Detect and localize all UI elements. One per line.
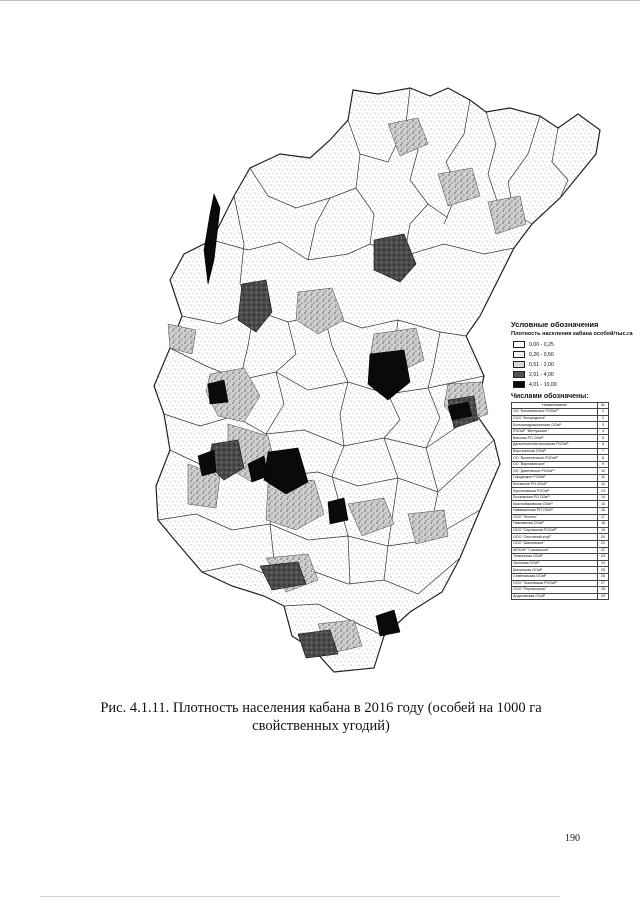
table-cell: 4 <box>598 428 609 435</box>
legend-range-label: 0,26 - 0,50 <box>529 351 554 358</box>
table-row <box>512 422 609 429</box>
table-cell: Большемурашкинская ООиР <box>512 422 598 429</box>
table-row <box>512 448 609 455</box>
table-row <box>512 415 609 422</box>
table-cell: 18 <box>598 521 609 528</box>
table-cell: Шахунская ООиР <box>512 567 598 574</box>
table-cell: ОО "Балахнинское РООиР" <box>512 409 598 416</box>
table-cell: ООО "Охотничий клуб" <box>512 534 598 541</box>
legend-swatch <box>513 361 525 368</box>
table-cell: Лукояновская РООиР <box>512 488 598 495</box>
table-row <box>512 455 609 462</box>
table-row <box>512 494 609 501</box>
table-row <box>512 501 609 508</box>
page-number: 190 <box>565 833 580 844</box>
table-cell: 11 <box>598 475 609 482</box>
numbers-table <box>511 402 609 601</box>
table-row <box>512 475 609 482</box>
table-cell: 7 <box>598 448 609 455</box>
table-row <box>512 547 609 554</box>
table-cell: Тонкинская ООиР <box>512 554 598 561</box>
table-cell: 14 <box>598 494 609 501</box>
legend-range-label: 0,00 - 0,25 <box>529 341 554 348</box>
table-cell: 25 <box>598 567 609 574</box>
legend-subtitle: Плотность населения кабана особей/тыс.га <box>511 331 633 337</box>
legend-range-row <box>513 340 613 350</box>
legend-range-row <box>513 370 613 380</box>
legend-range-row <box>513 350 613 360</box>
table-cell: РООиР "Ветлужское" <box>512 428 598 435</box>
table-cell: 13 <box>598 488 609 495</box>
legend-range-label: 4,01 - 10,00 <box>529 381 557 388</box>
table-header-cell: Наименование <box>512 402 598 409</box>
table-cell: ООО "Богородское" <box>512 415 598 422</box>
table-cell: ОО "Варнавинское" <box>512 461 598 468</box>
table-cell: Краснобаковская ООиР <box>512 501 598 508</box>
table-header-row <box>512 402 609 409</box>
table-cell: Кстовское РО ООиР <box>512 481 598 488</box>
legend-swatch <box>513 351 525 358</box>
legend-range-label: 0,51 - 2,00 <box>529 361 554 368</box>
table-cell: 15 <box>598 501 609 508</box>
table-cell: Дальнеконстантиновская РООиР <box>512 442 598 449</box>
table-row <box>512 573 609 580</box>
table-row <box>512 560 609 567</box>
table-cell: 28 <box>598 587 609 594</box>
table-cell: 23 <box>598 554 609 561</box>
table-cell: ООО "Перевозская" <box>512 587 598 594</box>
table-cell: 24 <box>598 560 609 567</box>
table-row <box>512 521 609 528</box>
table-cell: Павловская ООиР <box>512 521 598 528</box>
table-cell: ОО "Вознесенское РООиР" <box>512 455 598 462</box>
table-row <box>512 593 609 600</box>
table-cell: Уренская ООиР <box>512 560 598 567</box>
figure-caption-line: свойственных угодий) <box>252 717 390 734</box>
legend-range-row <box>513 360 613 370</box>
table-cell: ООО "Шатковское" <box>512 540 598 547</box>
legend-range-label: 2,01 - 4,00 <box>529 371 554 378</box>
table-cell: Ардатовская ООиР <box>512 593 598 600</box>
figure-caption-line: Рис. 4.1.11. Плотность населения кабана в 2016 году (особей на 1000 га <box>100 700 542 716</box>
table-cell: Городецкое РООиР <box>512 475 598 482</box>
table-cell: 8 <box>598 455 609 462</box>
table-row <box>512 481 609 488</box>
table-row <box>512 468 609 475</box>
table-cell: 27 <box>598 580 609 587</box>
table-cell: 6 <box>598 442 609 449</box>
map-legend <box>509 320 633 600</box>
table-cell: 12 <box>598 481 609 488</box>
table-row <box>512 442 609 449</box>
table-cell: 5 <box>598 435 609 442</box>
table-row <box>512 428 609 435</box>
table-row <box>512 435 609 442</box>
bottom-rule <box>40 896 560 897</box>
table-cell: 29 <box>598 593 609 600</box>
table-row <box>512 461 609 468</box>
figure-caption <box>90 700 552 735</box>
table-cell: 26 <box>598 573 609 580</box>
table-cell: 22 <box>598 547 609 554</box>
table-row <box>512 409 609 416</box>
table-cell: 10 <box>598 468 609 475</box>
table-cell: 2 <box>598 415 609 422</box>
table-row <box>512 587 609 594</box>
legend-range-row <box>513 380 613 390</box>
table-cell: Лысковская РО ООиР <box>512 494 598 501</box>
table-cell: ООО "Лесное" <box>512 514 598 521</box>
top-rule <box>0 0 640 1</box>
table-row <box>512 534 609 541</box>
table-header-cell: № <box>598 402 609 409</box>
table-cell: Семёновская ООиР <box>512 573 598 580</box>
table-row <box>512 508 609 515</box>
legend-title: Условные обозначения <box>511 320 599 329</box>
legend-swatch <box>513 381 525 388</box>
table-cell: Вачская РО ООиР <box>512 435 598 442</box>
table-cell: Воротынская ООиР <box>512 448 598 455</box>
table-cell: 20 <box>598 534 609 541</box>
table-cell: 3 <box>598 422 609 429</box>
table-row <box>512 580 609 587</box>
table-cell: ООО "Чкаловская РООиР" <box>512 580 598 587</box>
table-cell: 21 <box>598 540 609 547</box>
table-row <box>512 567 609 574</box>
table-row <box>512 514 609 521</box>
numbers-title: Числами обозначены: <box>511 392 589 400</box>
table-cell: 1 <box>598 409 609 416</box>
table-row <box>512 554 609 561</box>
table-cell: Навашинская РО ООиР <box>512 508 598 515</box>
table-row <box>512 527 609 534</box>
table-row <box>512 540 609 547</box>
table-cell: 16 <box>598 508 609 515</box>
table-cell: 17 <box>598 514 609 521</box>
table-cell: ООО "Сергачская РООиР" <box>512 527 598 534</box>
legend-swatch <box>513 371 525 378</box>
legend-swatch <box>513 341 525 348</box>
table-row <box>512 488 609 495</box>
table-cell: 19 <box>598 527 609 534</box>
table-cell: ОО "Дивеевское РООиР" <box>512 468 598 475</box>
table-cell: МООиР "Сокольское" <box>512 547 598 554</box>
table-cell: 9 <box>598 461 609 468</box>
